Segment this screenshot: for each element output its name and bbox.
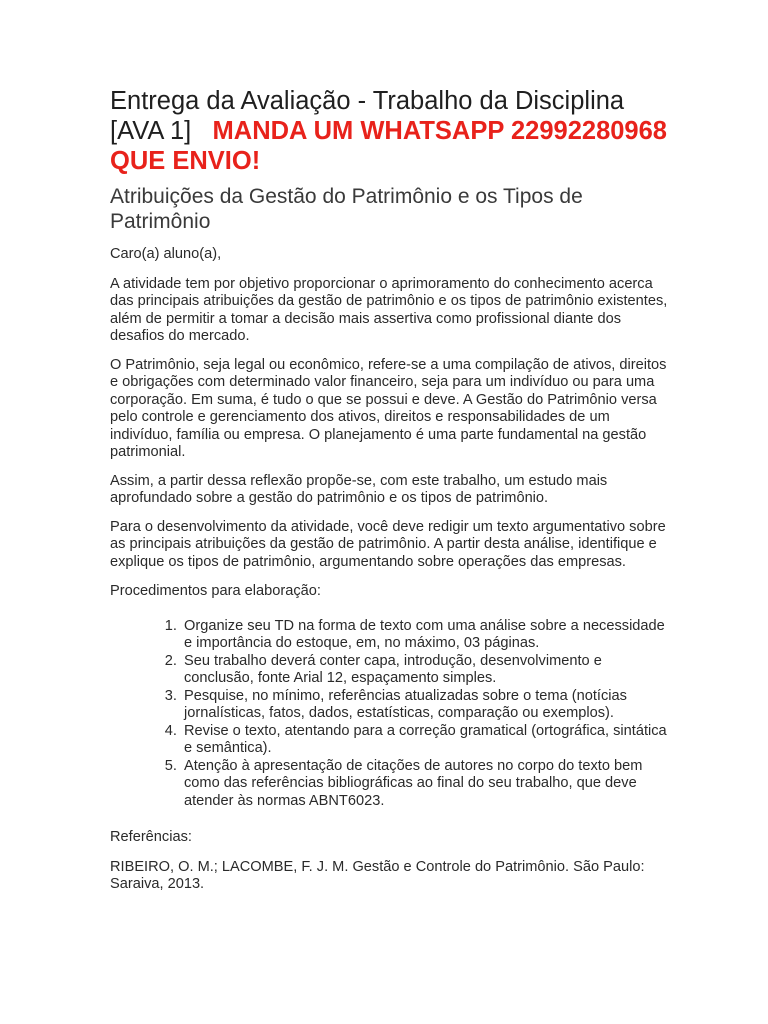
greeting: Caro(a) aluno(a), bbox=[110, 246, 222, 262]
list-item: 5. Atenção à apresentação de citações de autores no corpo do texto bem como das referências bibliográficas ao final do seu trabalho, que deve atender às normas ABNT6023. bbox=[181, 758, 670, 811]
document-page bbox=[110, 86, 670, 894]
paragraph-patrimony: O Patrimônio, seja legal ou econômico, refere-se a uma compilação de ativos, direitos e obrigações com determinado valor financeiro, seja para um indivíduo ou para uma corporação. Em suma, é tudo o que se possui e deve. A Gestão do Patrimônio versa pelo controle e gerenciamento dos ativos, direitos e responsabilidades de um indivíduo, família ou empresa. O planejamento é uma parte fundamental na gestão patrimonial. bbox=[110, 356, 667, 460]
paragraph-reflection: Assim, a partir dessa reflexão propõe-se, com este trabalho, um estudo mais aprofundado sobre a gestão do patrimônio e os tipos de patrimônio. bbox=[110, 472, 608, 506]
procedures-label: Procedimentos para elaboração: bbox=[110, 583, 321, 599]
references-label: Referências: bbox=[110, 829, 192, 845]
list-item: 4. Revise o texto, atentando para a correção gramatical (ortográfica, sintática e semântica). bbox=[181, 723, 670, 758]
procedures-list bbox=[110, 618, 670, 811]
paragraph-development: Para o desenvolvimento da atividade, você deve redigir um texto argumentativo sobre as principais atribuições da gestão de patrimônio. A partir desta análise, identifique e explique os tipos de patrimônio, argumentando sobre operações das empresas. bbox=[110, 518, 666, 570]
document-subtitle: Atribuições da Gestão do Patrimônio e os Tipos de Patrimônio bbox=[110, 185, 583, 233]
list-item: 3. Pesquise, no mínimo, referências atualizadas sobre o tema (notícias jornalísticas, fatos, dados, estatísticas, comparação ou exemplos). bbox=[181, 688, 670, 723]
paragraph-objective: A atividade tem por objetivo proporcionar o aprimoramento do conhecimento acerca das principais atribuições da gestão de patrimônio e os tipos de patrimônio existentes, além de permitir a tomar a decisão mais assertiva como profissional diante dos desafios do mercado. bbox=[110, 275, 668, 344]
title-main: Entrega da Avaliação - Trabalho da Disciplina [AVA 1] bbox=[110, 87, 625, 145]
list-item: 2. Seu trabalho deverá conter capa, introdução, desenvolvimento e conclusão, fonte Arial 12, espaçamento simples. bbox=[181, 653, 670, 688]
document-title bbox=[110, 86, 670, 176]
list-item: 1. Organize seu TD na forma de texto com uma análise sobre a necessidade e importância do estoque, em, no máximo, 03 páginas. bbox=[181, 618, 670, 653]
title-highlight: MANDA UM WHATSAPP 2299228096​8 QUE ENVIO! bbox=[110, 117, 667, 175]
reference-item: RIBEIRO, O. M.; LACOMBE, F. J. M. Gestão e Controle do Patrimônio. São Paulo: Saraiva, 2013. bbox=[110, 858, 645, 892]
